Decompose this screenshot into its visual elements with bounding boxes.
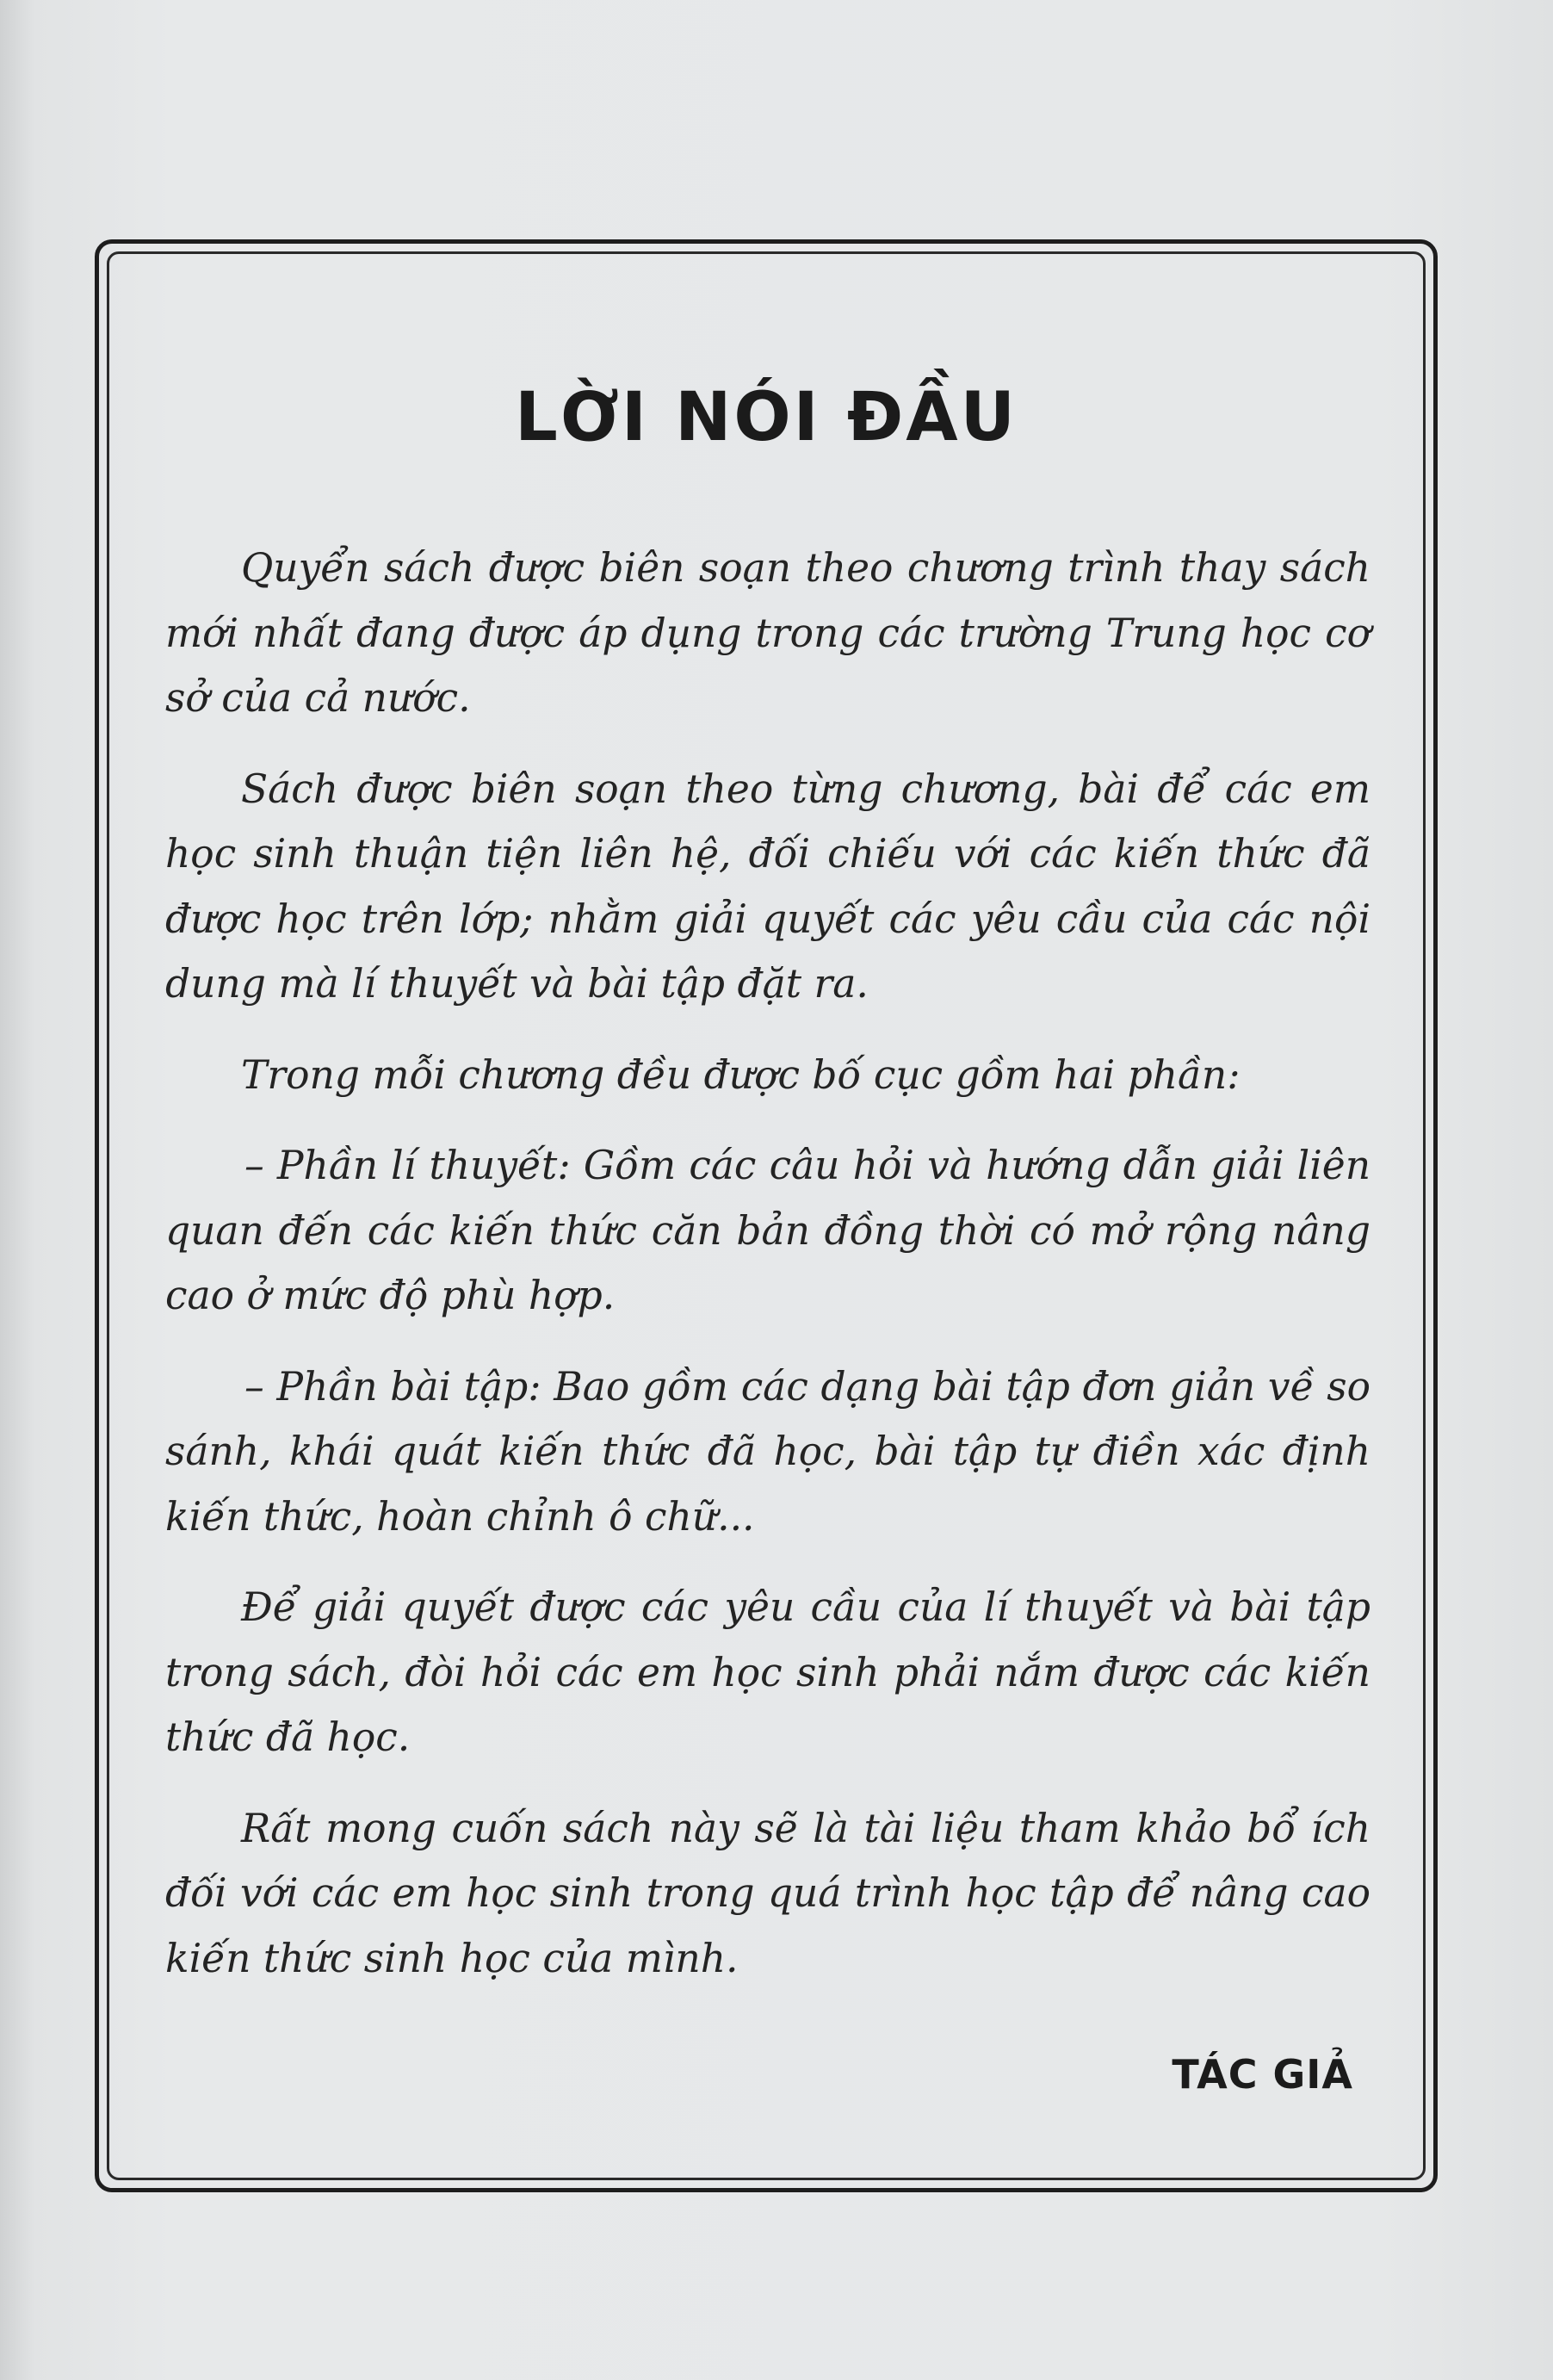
paragraph-7: Rất mong cuốn sách này sẽ là tài liệu tham khảo bổ ích đối với các em học sinh trong quá trình học tập để nâng cao kiến thức sinh học của mình. xyxy=(165,1805,1370,1981)
paragraph-1: Quyển sách được biên soạn theo chương trình thay sách mới nhất đang được áp dụng trong các trường Trung học cơ sở của cả nước. xyxy=(165,545,1370,721)
paragraph-3: Trong mỗi chương đều được bố cục gồm hai phần: xyxy=(241,1051,1241,1098)
paragraph-theory: – Phần lí thuyết: Gồm các câu hỏi và hướng dẫn giải liên quan đến các kiến thức căn bản đồng thời có mở rộng nâng cao ở mức độ phù hợp. xyxy=(165,1143,1370,1318)
paragraph-exercises: – Phần bài tập: Bao gồm các dạng bài tập đơn giản về so sánh, khái quát kiến thức đã học, bài tập tự điền xác định kiến thức, hoàn chỉnh ô chữ... xyxy=(165,1363,1370,1540)
author-signature: TÁC GIẢ xyxy=(1172,2051,1353,2098)
page-title: LỜI NÓI ĐẦU xyxy=(515,379,1018,456)
paragraph-6: Để giải quyết được các yêu cầu của lí thuyết và bài tập trong sách, đòi hỏi các em học sinh phải nắm được các kiến thức đã học. xyxy=(165,1584,1370,1760)
paragraph-2: Sách được biên soạn theo từng chương, bài để các em học sinh thuận tiện liên hệ, đối chiếu với các kiến thức đã được học trên lớp; nhằm giải quyết các yêu cầu của các nội dung mà lí thuyết và bài tập đặt ra. xyxy=(165,765,1370,1007)
preface-body xyxy=(165,536,1370,2017)
